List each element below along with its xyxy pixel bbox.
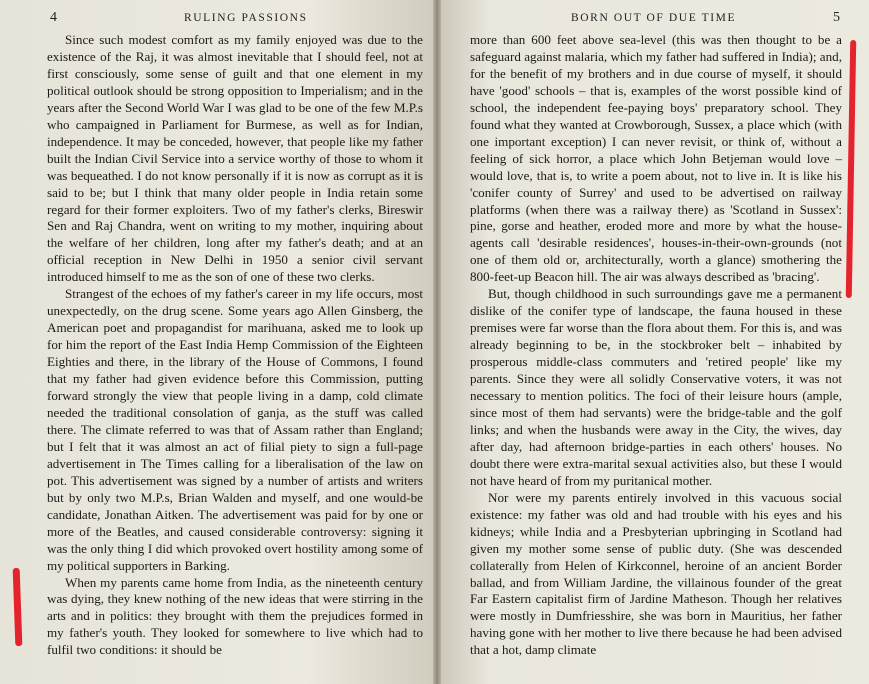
- book-gutter: [433, 0, 441, 684]
- left-paragraph-2: Strangest of the echoes of my father's career in my life occurs, most unexpectedly, on the drug scene. Some years ago Allen Ginsberg, the American poet and propagandist for marihuana, asked me to look up for him the report of the East India Hemp Commission of the Eighteen Eighties and there, in the library of the House of Commons, I found that my father had given evidence before this Commission, putting forward strongly the view that people living in a damp, cold climate needed the traditional consolation of ganja, as the stuff was called there. The climate referred to was that of Assam rather than England; but I felt that it was almost an act of filial piety to sign a full-page advertisement in The Times calling for a liberalisation of the law on pot. This advertisement was signed by a number of artists and writers but by only two M.P.s, Brian Walden and myself, and one would-be candidate, Jonathan Aitken. The advertisement was paid for by one or more of the Beatles, and caused considerable controversy: signing it was the only thing I did which provoked overt hostility among some of my political supporters in Barking.: [47, 286, 423, 573]
- right-paragraph-2: But, though childhood in such surroundings gave me a permanent dislike of the conifer type of landscape, the fauna housed in these premises were far worse than the flora about them. For this is, and was already beginning to be, in the stockbroker belt – inhabited by prosperous middle-class commuters and 'retired people' like my parents. Since they were all solidly Conservative voters, it was not necessary to mention politics. The foci of their leisure hours (ample, since most of them had servants) were the bridge-table and the golf links; and when the husbands were away in the City, the wives, day after day, had afternoon bridge-parties in each others' houses. No doubt there were extra-marital sexual activities also, but these I would not have heard of from my puritanical mother.: [470, 286, 842, 488]
- left-paragraph-1: Since such modest comfort as my family enjoyed was due to the existence of the Raj, it was almost inevitable that I should feel, not at first consciously, some sense of guilt and that one element in my political outlook should be strong opposition to Imperialism; and in the years after the Second World War I was glad to be one of the few M.P.s who campaigned in Parliament for Burmese, as well as for Indian, independence. It may be conceded, however, that people like my father built the Indian Civil Service into a service worthy of those to whom it was bequeathed. I do not know personally if it is now as corrupt as it is said to be; but I think that many older people in India retain some regard for their former exploiters. Two of my father's clerks, Bireswir Sen and Raj Chandra, went on writing to my mother, inquiring about the welfare of her children, long after my father's death; and at an official reception in New Delhi in 1950 a senior civil servant introduced himself to me as the son of one of these two clerks.: [47, 32, 423, 285]
- right-page: [437, 0, 869, 684]
- left-page-body: [47, 32, 423, 659]
- right-page-body: [470, 32, 842, 659]
- right-paragraph-3: Nor were my parents entirely involved in this vacuous social existence: my father was old and had trouble with his eyes and his kidneys; while India and a Presbyterian upbringing in Scotland had given my mother some sense of public duty. (She was descended collaterally from Helen of Kirkconnel, heroine of an ancient Border ballad, and from William Jardine, the villainous founder of the great Far Eastern capitalist firm of Jardine Matheson. Though her relatives were mostly in Dumfriesshire, she was born in Mauritius, her father having gone with her mother to live there because he had been advised that a hot, damp climate: [470, 489, 842, 658]
- right-running-head: BORN OUT OF DUE TIME: [571, 12, 737, 24]
- right-page-number: 5: [833, 10, 840, 25]
- left-running-head: RULING PASSIONS: [184, 12, 308, 24]
- left-paragraph-3: When my parents came home from India, as the nineteenth century was dying, they knew nothing of the new ideas that were stirring in the arts and in politics: they brought with them the prejudices formed in my father's youth. They looked for somewhere to live which had to fulfil two conditions: it should be: [47, 574, 423, 658]
- left-page-number: 4: [50, 10, 57, 25]
- right-paragraph-1: more than 600 feet above sea-level (this was then thought to be a safeguard against malaria, which my father had suffered in India); and, for the benefit of my brothers and in due course of myself, it should have 'good' schools – that is, examples of the worst possible kind of school, the independent fee-paying boys' preparatory school. They found what they wanted at Crowborough, Sussex, a place which (with one important exception) I can never revisit, or think of, without a feeling of sick horror, a place which John Betjeman would love – would love, that is, to write a poem about, not to live in. It is like his 'conifer county of Surrey' and used to be advertised on railway platforms (when there was a railway there) as 'Scotland in Sussex': pine, gorse and heather, eroded more and more by what the house-agents call 'desirable residences', houses-in-their-own-grounds (not one of them old or, architecturally, worth a glance) smothering the 800-feet-up Beacon hill. The air was always described as 'bracing'.: [470, 32, 842, 285]
